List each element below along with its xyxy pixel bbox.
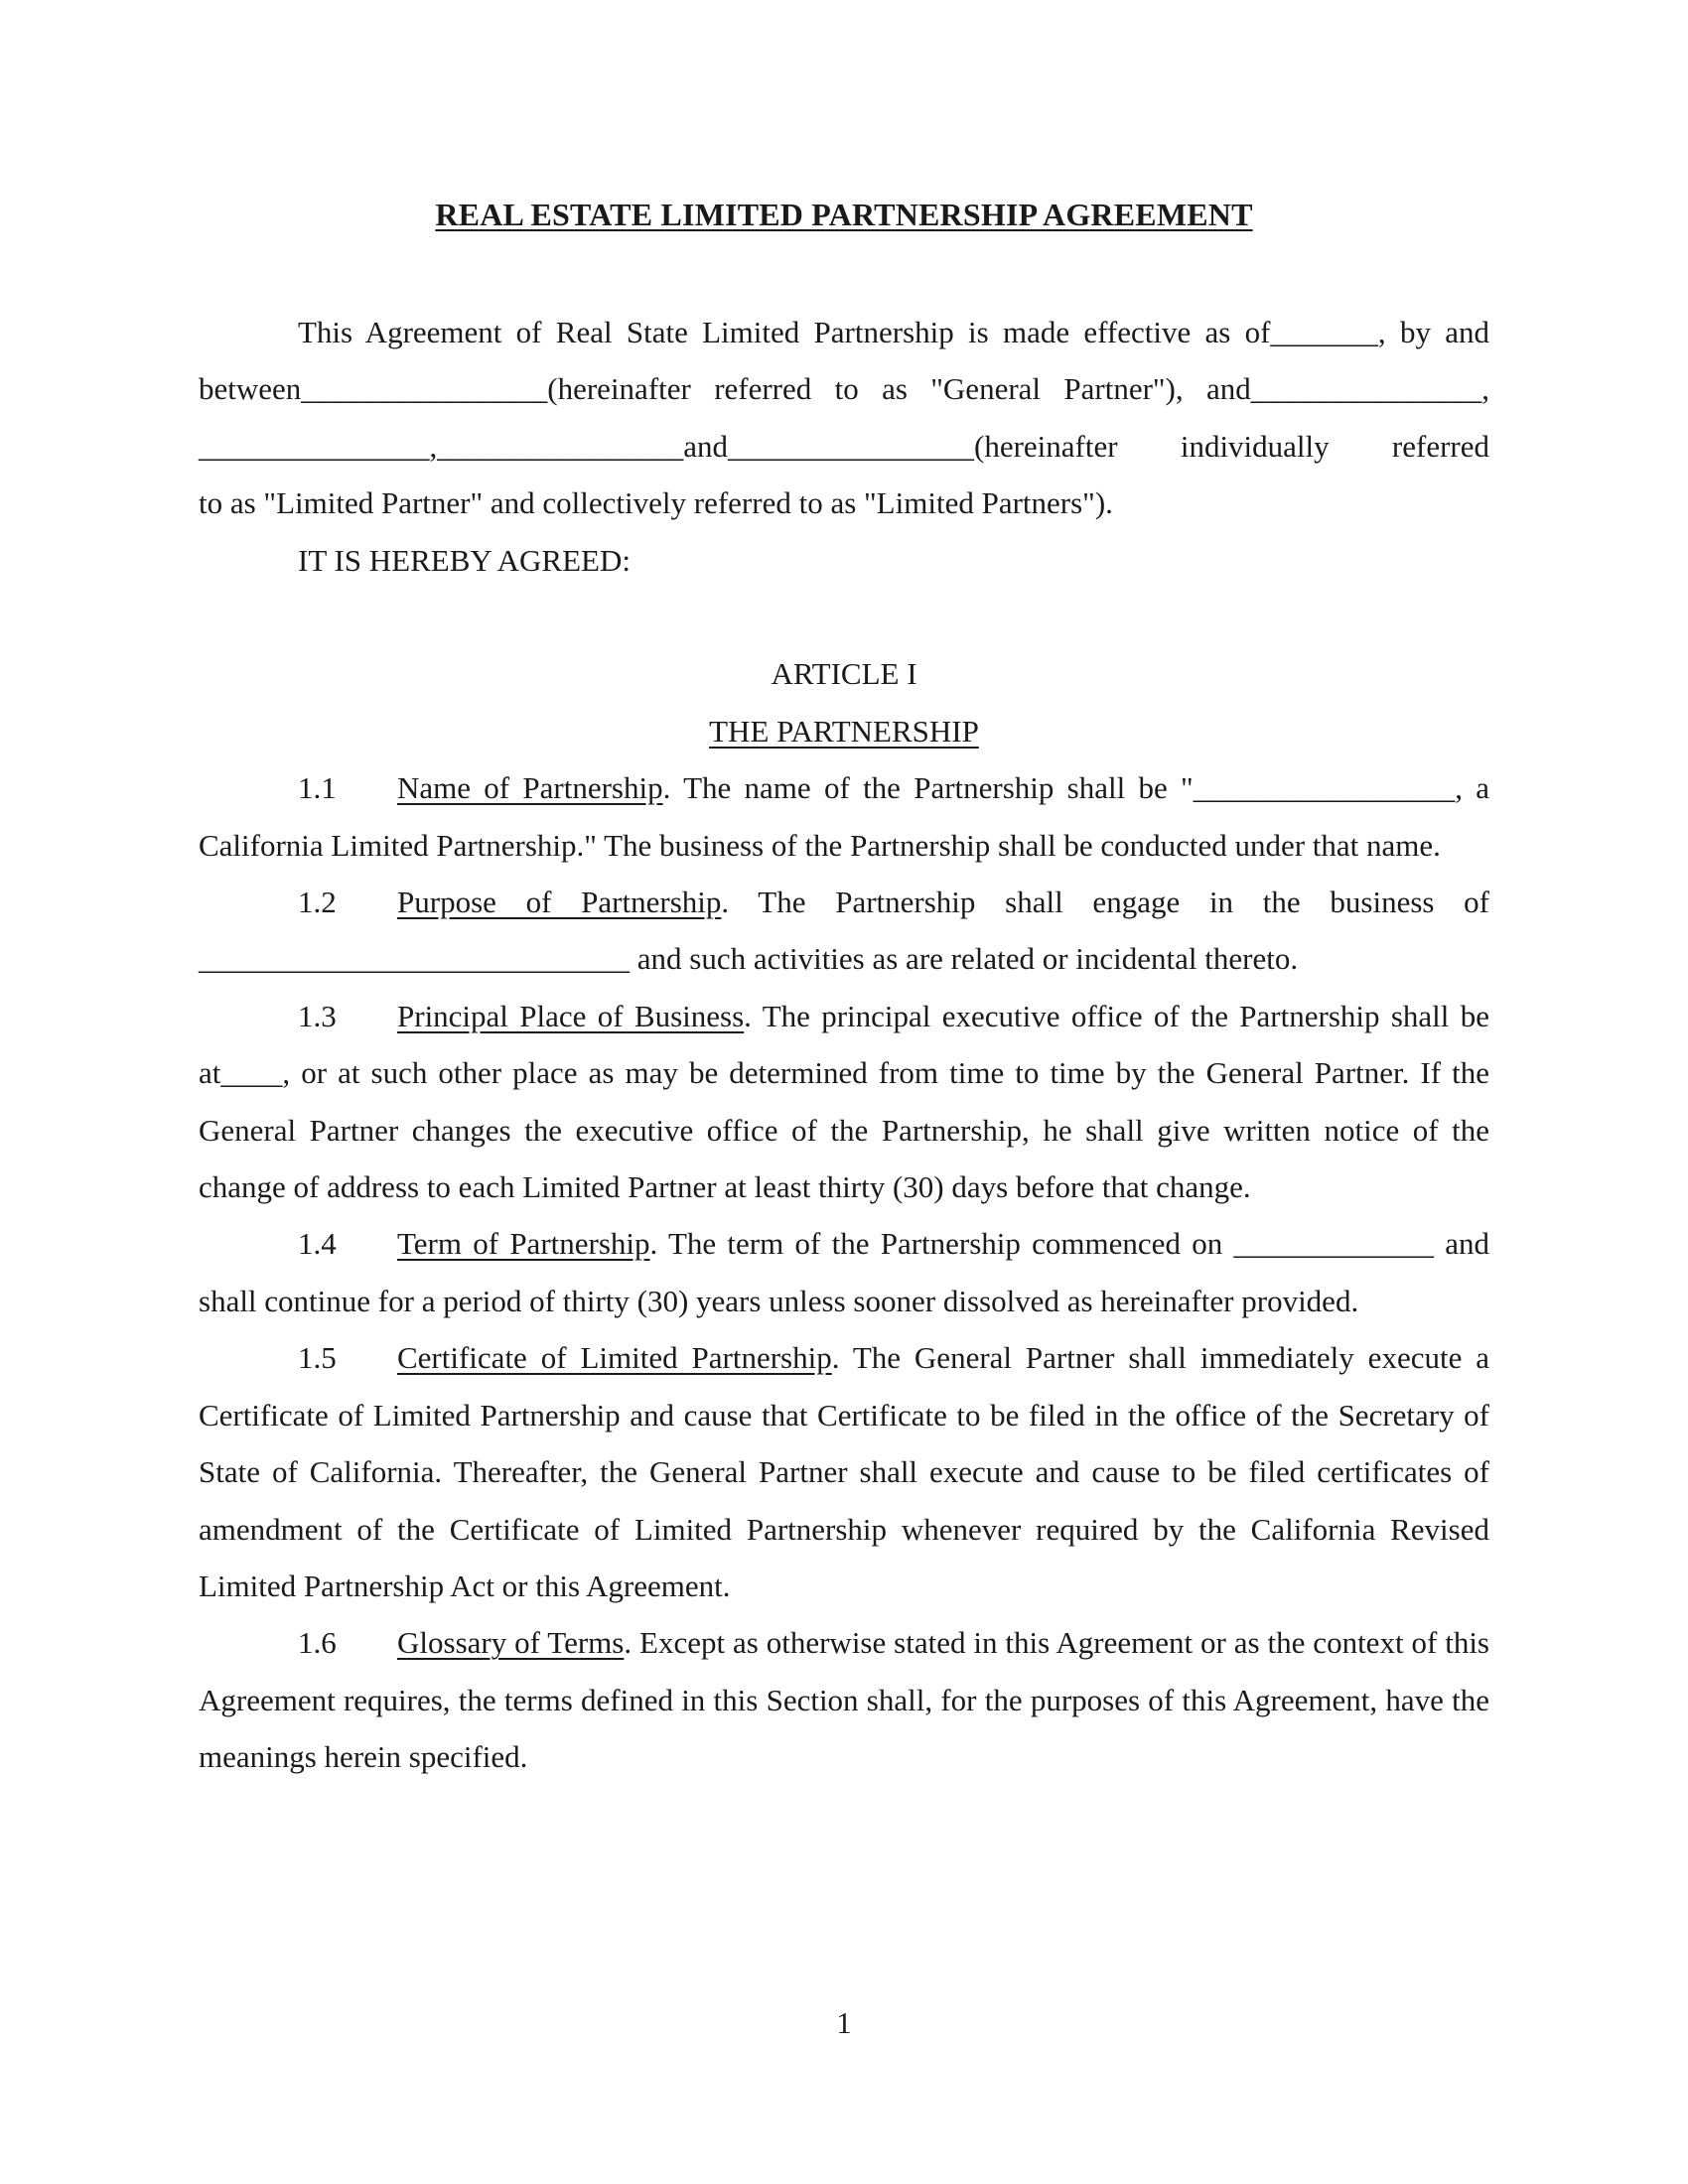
section-1-2 bbox=[199, 874, 1489, 988]
section-text: . Except as otherwise stated in this Agreement or as the context of this Agreement requires, the terms defined in this Section shall, for the purposes of this Agreement, have the meanings herein specified. bbox=[199, 1625, 1489, 1775]
section-heading: Purpose of Partnership bbox=[397, 885, 722, 920]
document-page bbox=[199, 0, 1489, 2184]
document-title: REAL ESTATE LIMITED PARTNERSHIP AGREEMENT bbox=[435, 197, 1253, 232]
section-heading: Glossary of Terms bbox=[397, 1625, 625, 1661]
section-number: 1.6 bbox=[298, 1625, 337, 1661]
section-text: . The name of the Partnership shall be "_________________, a California Limited Partnership." The business of the Partnership shall be conducted under that name. bbox=[199, 770, 1489, 863]
article-heading-text: THE PARTNERSHIP bbox=[709, 713, 979, 749]
section-1-3 bbox=[199, 988, 1489, 1216]
hereby-agreed: IT IS HEREBY AGREED: bbox=[298, 542, 631, 578]
intro-line-4: to as "Limited Partner" and collectively referred to as "Limited Partners"). bbox=[199, 485, 1113, 521]
section-text: . The General Partner shall immediately execute a Certificate of Limited Partnership and cause that Certificate to be filed in the office of the Secretary of State of California. Thereafter, the General Partner shall execute and cause to be filed certificates of amendment of the Certificate of Limited Partnership whenever required by the California Revised Limited Partnership Act or this Agreement. bbox=[199, 1340, 1490, 1603]
section-number: 1.3 bbox=[298, 998, 337, 1033]
page-number: 1 bbox=[836, 2005, 852, 2040]
section-1-1 bbox=[199, 759, 1489, 874]
document-body bbox=[199, 304, 1489, 1786]
section-1-6 bbox=[199, 1614, 1489, 1785]
article-heading bbox=[199, 703, 1489, 759]
spacer bbox=[199, 589, 1489, 645]
section-number: 1.2 bbox=[298, 885, 337, 920]
section-text: . The Partnership shall engage in the business of ____________________________ and such activities as are related or incidental thereto. bbox=[199, 885, 1490, 977]
section-1-4 bbox=[199, 1215, 1489, 1329]
article-number: ARTICLE I bbox=[771, 656, 917, 692]
section-number: 1.4 bbox=[298, 1226, 337, 1262]
section-heading: Certificate of Limited Partnership bbox=[397, 1340, 832, 1376]
intro-line-2: between________________(hereinafter referred to as "General Partner"), and_______________, bbox=[199, 371, 1489, 407]
section-text: . The principal executive office of the Partnership shall be at____, or at such other place as may be determined from time to time by the General Partner. If the General Partner changes the executive office of the Partnership, he shall give written notice of the change of address to each Limited Partner at least thirty (30) days before that change. bbox=[199, 998, 1489, 1205]
section-heading: Term of Partnership bbox=[397, 1226, 650, 1262]
intro-line-3: _______________,________________and________________(hereinafter individually referred bbox=[199, 428, 1489, 464]
section-number: 1.5 bbox=[298, 1340, 337, 1376]
section-heading: Name of Partnership bbox=[397, 770, 663, 806]
section-number: 1.1 bbox=[298, 770, 337, 806]
section-1-5 bbox=[199, 1329, 1489, 1614]
intro-line-1: This Agreement of Real State Limited Partnership is made effective as of_______, by and bbox=[298, 315, 1489, 349]
section-heading: Principal Place of Business bbox=[397, 998, 745, 1033]
section-text: . The term of the Partnership commenced on _____________ and shall continue for a period of thirty (30) years unless sooner dissolved as hereinafter provided. bbox=[199, 1226, 1489, 1318]
